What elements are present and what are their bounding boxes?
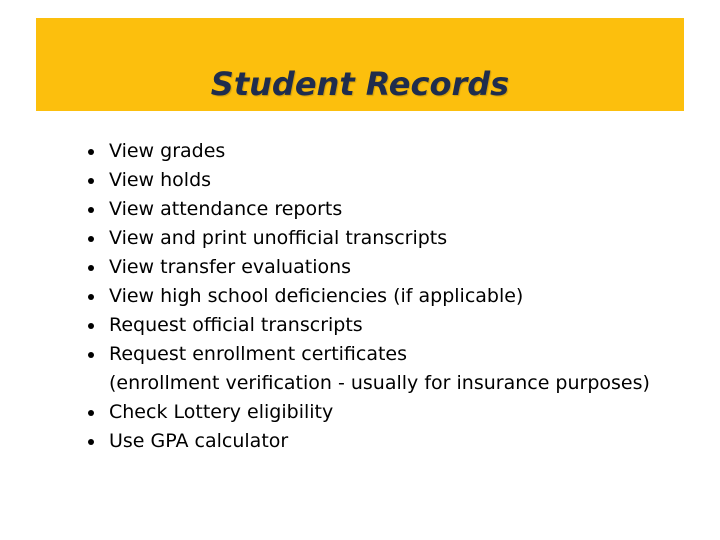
bullet-icon bbox=[88, 178, 94, 184]
list-item bbox=[84, 224, 704, 253]
bullet-icon bbox=[88, 149, 94, 155]
list-item bbox=[84, 340, 704, 398]
list-item-label: View holds bbox=[109, 169, 212, 191]
bullet-icon bbox=[88, 236, 94, 242]
list-item-sublabel: (enrollment verification - usually for insurance purposes) bbox=[109, 372, 650, 394]
page-title: Student Records bbox=[210, 65, 510, 103]
bullet-icon bbox=[88, 294, 94, 300]
list-item bbox=[84, 253, 704, 282]
list-item-label: View attendance reports bbox=[109, 198, 343, 220]
list-item bbox=[84, 166, 704, 195]
list-item-label: Request enrollment certificates bbox=[109, 343, 408, 365]
list-item-label: Request official transcripts bbox=[109, 314, 363, 336]
list-item-label: View grades bbox=[109, 140, 226, 162]
list-item bbox=[84, 195, 704, 224]
list-item bbox=[84, 282, 704, 311]
list-item bbox=[84, 311, 704, 340]
list-item-label: View high school deficiencies (if applicable) bbox=[109, 285, 524, 307]
bullet-icon bbox=[88, 439, 94, 445]
list-item bbox=[84, 137, 704, 166]
list-item-label: Use GPA calculator bbox=[109, 430, 289, 452]
list-item-label: View transfer evaluations bbox=[109, 256, 352, 278]
list-item-label: View and print unofficial transcripts bbox=[109, 227, 448, 249]
bullet-icon bbox=[88, 265, 94, 271]
bullet-icon bbox=[88, 207, 94, 213]
title-banner bbox=[36, 18, 684, 111]
list-item-label: Check Lottery eligibility bbox=[109, 401, 334, 423]
bullet-icon bbox=[88, 352, 94, 358]
bullet-icon bbox=[88, 410, 94, 416]
bullet-icon bbox=[88, 323, 94, 329]
list-item bbox=[84, 398, 704, 427]
list-item bbox=[84, 427, 704, 456]
records-list bbox=[84, 137, 704, 456]
